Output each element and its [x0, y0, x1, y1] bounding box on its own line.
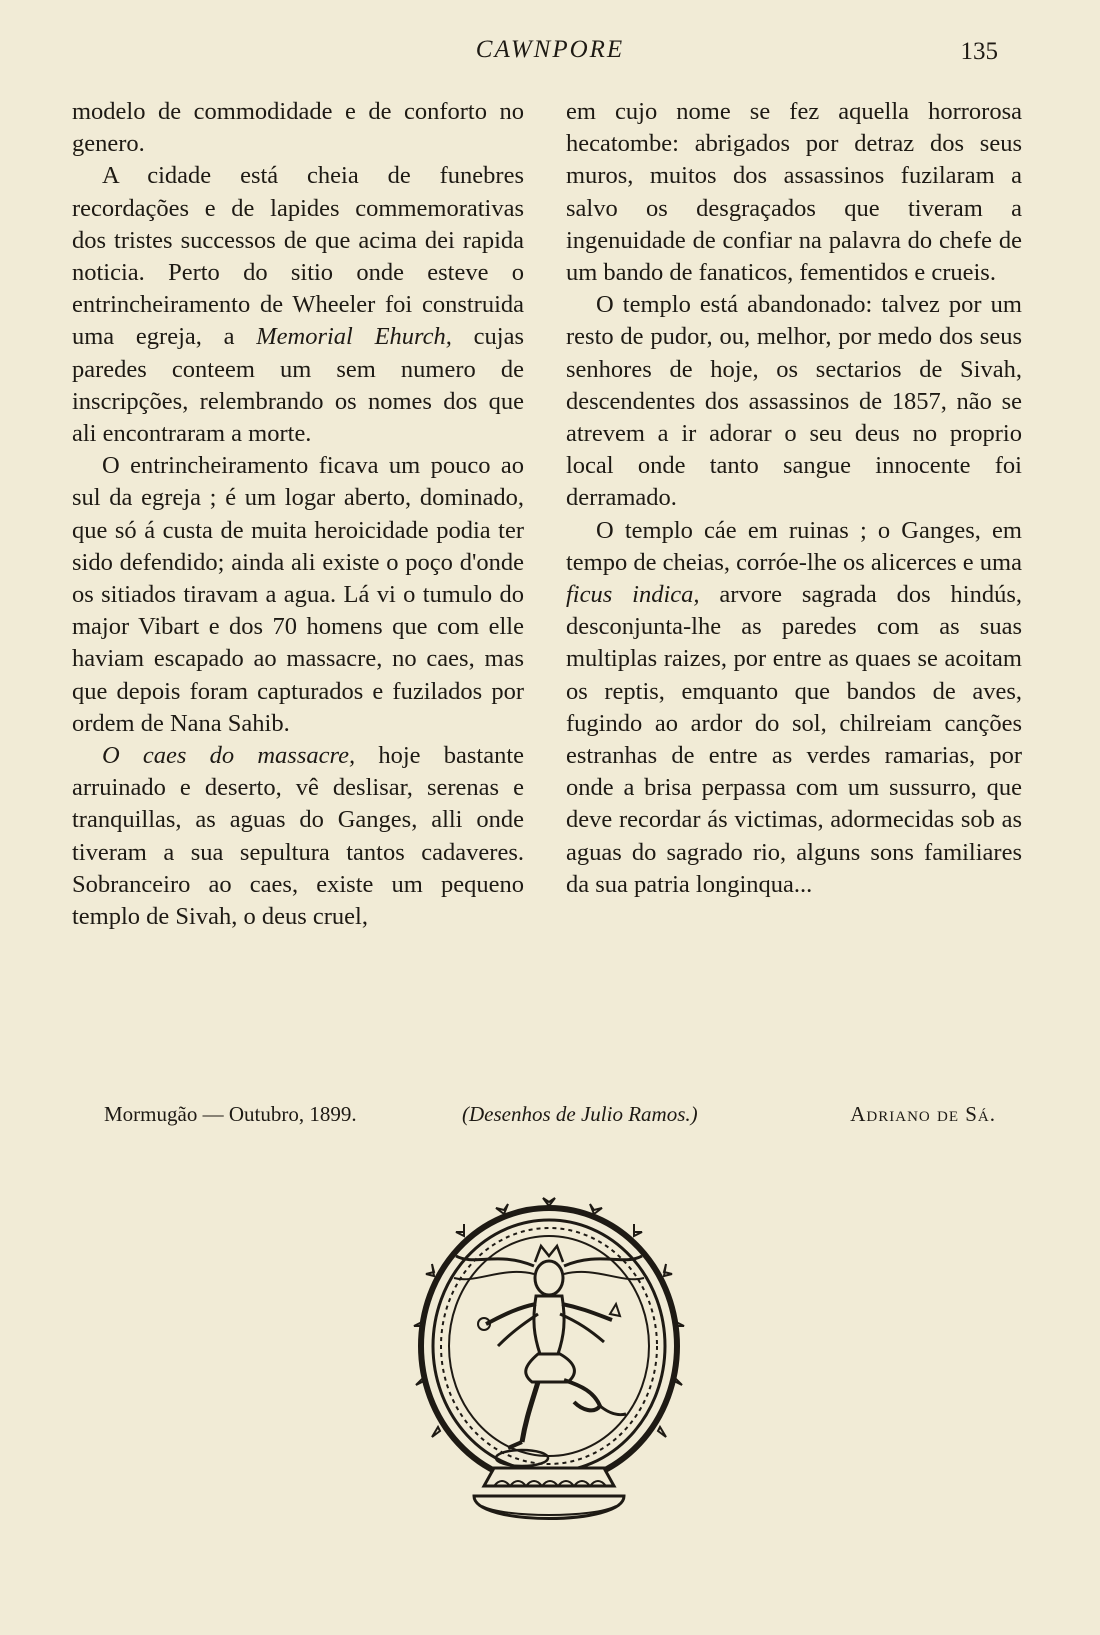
- paragraph: [72, 740, 524, 933]
- right-column: [566, 96, 1022, 901]
- paragraph-text: O templo cáe em ruinas ; o Ganges, em tempo de cheias, corróe-lhe os alicerces e uma: [566, 516, 1022, 576]
- paragraph: [566, 289, 1022, 514]
- italic-term: Memorial Ehurch,: [256, 323, 452, 351]
- paragraph-text: hoje bastante arruinado e deserto, vê deslisar, serenas e tranquillas, as aguas do Ganges, alli onde tiveram a sua sepultura tantos cadaveres. Sobranceiro ao caes, existe um pequeno templo de Sivah, o deus cruel,: [72, 742, 524, 931]
- paragraph: [566, 515, 1022, 901]
- paragraph-text: cujas paredes conteem um sem numero de inscripções, relembrando os nomes dos que ali encontraram a morte.: [72, 323, 524, 448]
- paragraph-text: em cujo nome se fez aquella horrorosa hecatombe: abrigados por detraz dos seus muros, muitos dos assassinos fuzilaram a salvo os desgraçados que tiveram a ingenuidade de confiar na palavra do chefe de um bando de fanaticos, fementidos e crueis.: [566, 98, 1022, 287]
- paragraph-text: arvore sagrada dos hindús, desconjunta-lhe as paredes com as suas multiplas raizes, por entre as quaes se acoitam os reptis, emquanto que bandos de aves, fugindo ao ardor do sol, chilreiam canções estranhas de entre as verdes ramarias, por onde a brisa perpassa com um sussurro, que deve recordar ás victimas, adormecidas sob as aguas do sagrado rio, alguns sons familiares da sua patria longinqua...: [566, 581, 1022, 898]
- place-date: Mormugão — Outubro, 1899.: [104, 1102, 357, 1126]
- paragraph-text: O templo está abandonado: talvez por um resto de pudor, ou, melhor, por medo dos seus senhores de hoje, os sectarios de Sivah, descendentes dos assassinos de 1857, não se atrevem a ir adorar o seu deus no proprio local onde tanto sangue innocente foi derramado.: [566, 291, 1022, 512]
- illustration-credit: (Desenhos de Julio Ramos.): [462, 1102, 698, 1126]
- nataraja-shiva-illustration: [404, 1196, 694, 1546]
- paragraph: [72, 160, 524, 450]
- paragraph-text: modelo de commodidade e de conforto no genero.: [72, 98, 524, 158]
- signature-line: [0, 1102, 1100, 1132]
- paragraph-text: A cidade está cheia de funebres recordações e de lapides commemorativas dos tristes successos de que acima dei rapida noticia. Perto do sitio onde esteve o entrincheiramento de Wheeler foi construida uma egreja, a: [72, 162, 524, 351]
- paragraph: [72, 96, 524, 160]
- italic-term: O caes do massacre,: [102, 742, 356, 770]
- left-column: [72, 96, 524, 933]
- paragraph: [566, 96, 1022, 289]
- paragraph: [72, 450, 524, 740]
- italic-term: ficus indica,: [566, 581, 700, 609]
- page-number: 135: [960, 38, 998, 65]
- running-head: [0, 36, 1100, 76]
- running-title: CAWNPORE: [475, 36, 625, 63]
- author-name: Adriano de Sá.: [850, 1102, 996, 1126]
- nataraja-icon: [404, 1196, 694, 1546]
- paragraph-text: O entrincheiramento ficava um pouco ao sul da egreja ; é um logar aberto, dominado, que só á custa de muita heroicidade podia ter sido defendido; ainda ali existe o poço d'onde os sitiados tiravam a agua. Lá vi o tumulo do major Vibart e dos 70 homens que com elle haviam escapado ao massacre, no caes, mas que depois foram capturados e fuzilados por ordem de Nana Sahib.: [72, 452, 524, 737]
